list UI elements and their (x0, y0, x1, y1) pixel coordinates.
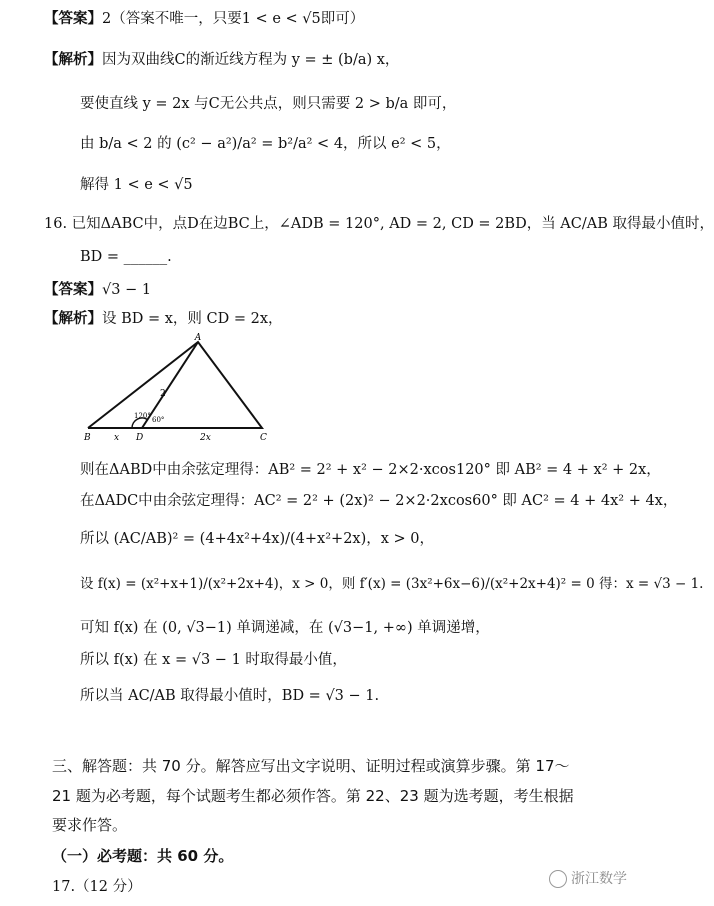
vertex-d: D (136, 433, 144, 443)
vertex-b: B (84, 433, 91, 443)
section-3-line1: 三、解答题：共 70 分。解答应写出文字说明、证明过程或演算步骤。第 17～ (52, 757, 570, 775)
question-16-blank: BD = ______. (80, 249, 172, 265)
wechat-icon (549, 870, 567, 888)
analysis-16-step6: 所以 f(x) 在 x = √3 − 1 时取得最小值， (80, 652, 347, 668)
label-ad: 2 (160, 389, 166, 399)
answer-15 (44, 11, 364, 28)
analysis-16-step3: 所以 (AC/AB)² = (4+4x²+4x)/(4+x²+2x)，x > 0， (80, 531, 435, 547)
question-stem: 已知ΔABC中，点D在边BC上，∠ADB = 120°, AD = 2, CD = 2BD，当 AC/AB 取得最小值时， (71, 216, 714, 232)
triangle-figure (80, 332, 280, 444)
section-3-subtitle: （一）必考题：共 60 分。 (52, 847, 234, 865)
analysis-16-step2: 在ΔADC中由余弦定理得：AC² = 2² + (2x)² − 2×2·2xcos60° 即 AC² = 4 + 4x² + 4x， (80, 493, 678, 509)
section-3-line3: 要求作答。 (52, 816, 128, 834)
analysis-15-line2: 要使直线 y = 2x 与C无公共点，则只需要 2 > b/a 即可， (80, 96, 457, 112)
analysis-16-intro: 【解析】设 BD = x，则 CD = 2x， (44, 311, 283, 327)
analysis-15-line4: 解得 1 < e < √5 (80, 177, 193, 193)
label-angle-120: 120° (134, 412, 151, 420)
analysis-16-step5: 可知 f(x) 在 (0, √3−1) 单调递减，在 (√3−1, +∞) 单调递增， (80, 620, 490, 636)
answer-16: 【答案】√3 − 1 (44, 282, 152, 298)
answer-text: 2（答案不唯一，只要1 < e < √5即可） (102, 11, 365, 27)
section-3-line2: 21 题为必考题，每个试题考生都必须作答。第 22、23 题为选考题，考生根据 (52, 787, 574, 805)
analysis-label: 【解析】 (44, 52, 102, 68)
label-bd: x (114, 433, 120, 443)
question-17: 17.（12 分） (52, 879, 142, 895)
analysis-16-step4: 设 f(x) = (x²+x+1)/(x²+2x+4)，x > 0，则 f′(x) = (3x²+6x−6)/(x²+2x+4)² = 0 得：x = √3 − 1. (80, 576, 704, 592)
watermark: 浙江数学 (549, 868, 627, 888)
vertex-c: C (260, 433, 267, 443)
answer-label: 【答案】 (44, 11, 102, 27)
label-cd: 2x (200, 433, 211, 443)
analysis-15-line3: 由 b/a < 2 的 (c² − a²)/a² = b²/a² < 4，所以 e² < 5， (80, 136, 451, 152)
analysis-15-line1: 【解析】因为双曲线C的渐近线方程为 y = ± (b/a) x， (44, 52, 400, 68)
analysis-16-step1: 则在ΔABD中由余弦定理得：AB² = 2² + x² − 2×2·xcos120° 即 AB² = 4 + x² + 2x， (80, 462, 661, 478)
analysis-16-step7: 所以当 AC/AB 取得最小值时，BD = √3 − 1. (80, 688, 380, 704)
label-angle-60: 60° (152, 416, 165, 424)
vertex-a: A (194, 333, 202, 343)
question-number: 16. (44, 216, 68, 232)
question-16 (44, 216, 714, 233)
